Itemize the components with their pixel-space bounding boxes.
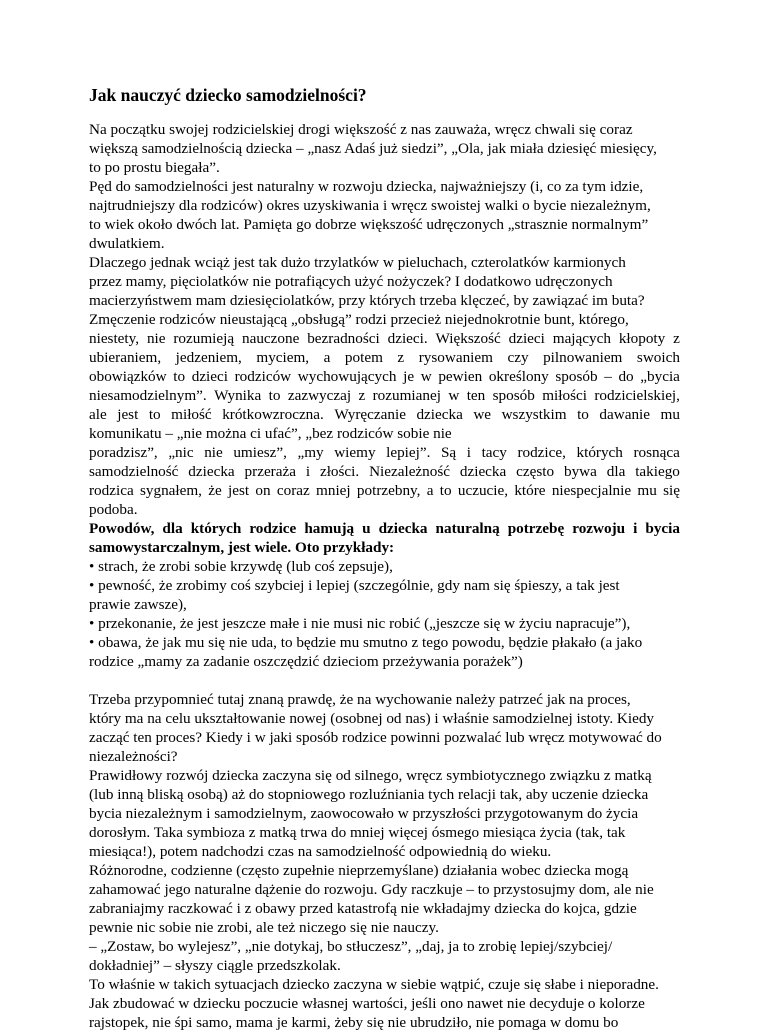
text-line: rodzice „mamy za zadanie oszczędzić dzieciom przeżywania porażek”) <box>89 653 523 670</box>
text-line: zahamować jego naturalne dążenie do rozwoju. Gdy raczkuje – to przystosujmy dom, ale nie <box>89 881 654 898</box>
document-body <box>89 120 680 1032</box>
blank-line <box>89 671 680 690</box>
text-line: poradzisz”, „nic nie umiesz”, „my wiemy lepiej”. Są i tacy rodzice, których rosnąca <box>89 444 680 461</box>
text-line: • przekonanie, że jest jeszcze małe i nie musi nic robić („jeszcze się w życiu napracuje”), <box>89 615 631 632</box>
text-line: ubieraniem, jedzeniem, myciem, a potem z rysowaniem czy pilnowaniem swoich <box>89 349 680 366</box>
text-line: najtrudniejszy dla rodziców) okres uzyskiwania i wręcz swoistej walki o bycie niezależnym, <box>89 197 651 214</box>
text-line: Na początku swojej rodzicielskiej drogi większość z nas zauważa, wręcz chwali się coraz <box>89 121 633 138</box>
text-line: (lub inną bliską osobą) aż do stopniowego rozluźniania tych relacji tak, aby uczenie dziecka <box>89 786 649 803</box>
text-line: Dlaczego jednak wciąż jest tak dużo trzylatków w pieluchach, czterolatków karmionych <box>89 254 626 271</box>
text-line: pewnie nic sobie nie zrobi, ale też niczego się nie nauczy. <box>89 919 439 936</box>
text-line: prawie zawsze), <box>89 596 187 613</box>
text-line: bycia niezależnym i samodzielnym, zaowocowało w przyszłości przygotowanym do życia <box>89 805 639 822</box>
text-line: który ma na celu ukształtowanie nowej (osobnej od nas) i właśnie samodzielnej istoty. Kiedy <box>89 710 655 727</box>
text-line: przez mamy, pięciolatków nie potrafiących użyć nożyczek? I dodatkowo udręczonych <box>89 273 613 290</box>
text-line: To właśnie w takich sytuacjach dziecko zaczyna w siebie wątpić, czuje się słabe i nieporadne. <box>89 976 659 993</box>
text-line: Trzeba przypomnieć tutaj znaną prawdę, że na wychowanie należy patrzeć jak na proces, <box>89 691 631 708</box>
document-title: Jak nauczyć dziecko samodzielności? <box>89 85 367 105</box>
text-line: obowiązków to dzieci rodziców wychowujących je w pewien określony sposób – do „bycia <box>89 368 680 385</box>
text-line: większą samodzielnością dziecka – „nasz Adaś już siedzi”, „Ola, jak miała dziesięć miesięcy, <box>89 140 657 157</box>
text-line: dwulatkiem. <box>89 235 165 252</box>
text-line: – „Zostaw, bo wylejesz”, „nie dotykaj, bo stłuczesz”, „daj, ja to zrobię lepiej/szybciej/ <box>89 938 613 955</box>
text-line: • obawa, że jak mu się nie uda, to będzie mu smutno z tego powodu, będzie płakało (a jako <box>89 634 643 651</box>
text-line: samodzielność dziecka przeraża i złości. Niezależność dziecka często bywa dla takiego <box>89 463 680 480</box>
text-line: niestety, nie rozumieją nauczone bezradności dzieci. Większość dzieci mających kłopoty z <box>89 330 680 347</box>
text-line: dokładniej” – słyszy ciągle przedszkolak. <box>89 957 341 974</box>
text-line: niezależności? <box>89 748 178 765</box>
text-line: rodzica sygnałem, że jest on coraz mniej potrzebny, a to uczucie, które niespecjalnie mu się <box>89 482 680 499</box>
text-line: Prawidłowy rozwój dziecka zaczyna się od silnego, wręcz symbiotycznego związku z matką <box>89 767 652 784</box>
text-line: zacząć ten proces? Kiedy i w jaki sposób rodzice powinni pozwalać lub wręcz motywować do <box>89 729 662 746</box>
text-line: niesamodzielnym”. Wynika to zazwyczaj z rozumianej w ten sposób miłości rodzicielskiej, <box>89 387 680 404</box>
text-line: Pęd do samodzielności jest naturalny w rozwoju dziecka, najważniejszy (i, co za tym idzie, <box>89 178 644 195</box>
text-line: Różnorodne, codzienne (często zupełnie nieprzemyślane) działania wobec dziecka mogą <box>89 862 629 879</box>
text-line: podoba. <box>89 501 138 518</box>
text-line: to wiek około dwóch lat. Pamięta go dobrze większość udręczonych „strasznie normalnym” <box>89 216 649 233</box>
text-line: Jak zbudować w dziecku poczucie własnej wartości, jeśli ono nawet nie decyduje o kolorze <box>89 995 645 1012</box>
text-line: komunikatu – „nie można ci ufać”, „bez rodziców sobie nie <box>89 425 452 442</box>
text-line: • strach, że zrobi sobie krzywdę (lub coś zepsuje), <box>89 558 393 575</box>
bold-text-line: Powodów, dla których rodzice hamują u dziecka naturalną potrzebę rozwoju i bycia <box>89 520 680 537</box>
text-line: to po prostu biegała”. <box>89 159 220 176</box>
text-line: ale jest to miłość krótkowzroczna. Wyręczanie dziecka we wszystkim to dawanie mu <box>89 406 680 423</box>
text-line: macierzyństwem mam dziesięciolatków, przy których trzeba klęczeć, by zawiązać im buta? <box>89 292 645 309</box>
text-line: zabraniajmy raczkować i z obawy przed katastrofą nie wkładajmy dziecka do kojca, gdzie <box>89 900 637 917</box>
bold-text-line: samowystarczalnym, jest wiele. Oto przykłady: <box>89 539 395 556</box>
text-line: • pewność, że zrobimy coś szybciej i lepiej (szczególnie, gdy nam się śpieszy, a tak jest <box>89 577 620 594</box>
text-line: Zmęczenie rodziców nieustającą „obsługą” rodzi przecież niejednokrotnie bunt, którego, <box>89 311 629 328</box>
text-line: dorosłym. Taka symbioza z matką trwa do mniej więcej ósmego miesiąca życia (tak, tak <box>89 824 626 841</box>
text-line: rajstopek, nie śpi samo, mama je karmi, żeby się nie ubrudziło, nie pomaga w domu bo <box>89 1014 619 1031</box>
text-line: miesiąca!), potem nadchodzi czas na samodzielność odpowiednią do wieku. <box>89 843 552 860</box>
